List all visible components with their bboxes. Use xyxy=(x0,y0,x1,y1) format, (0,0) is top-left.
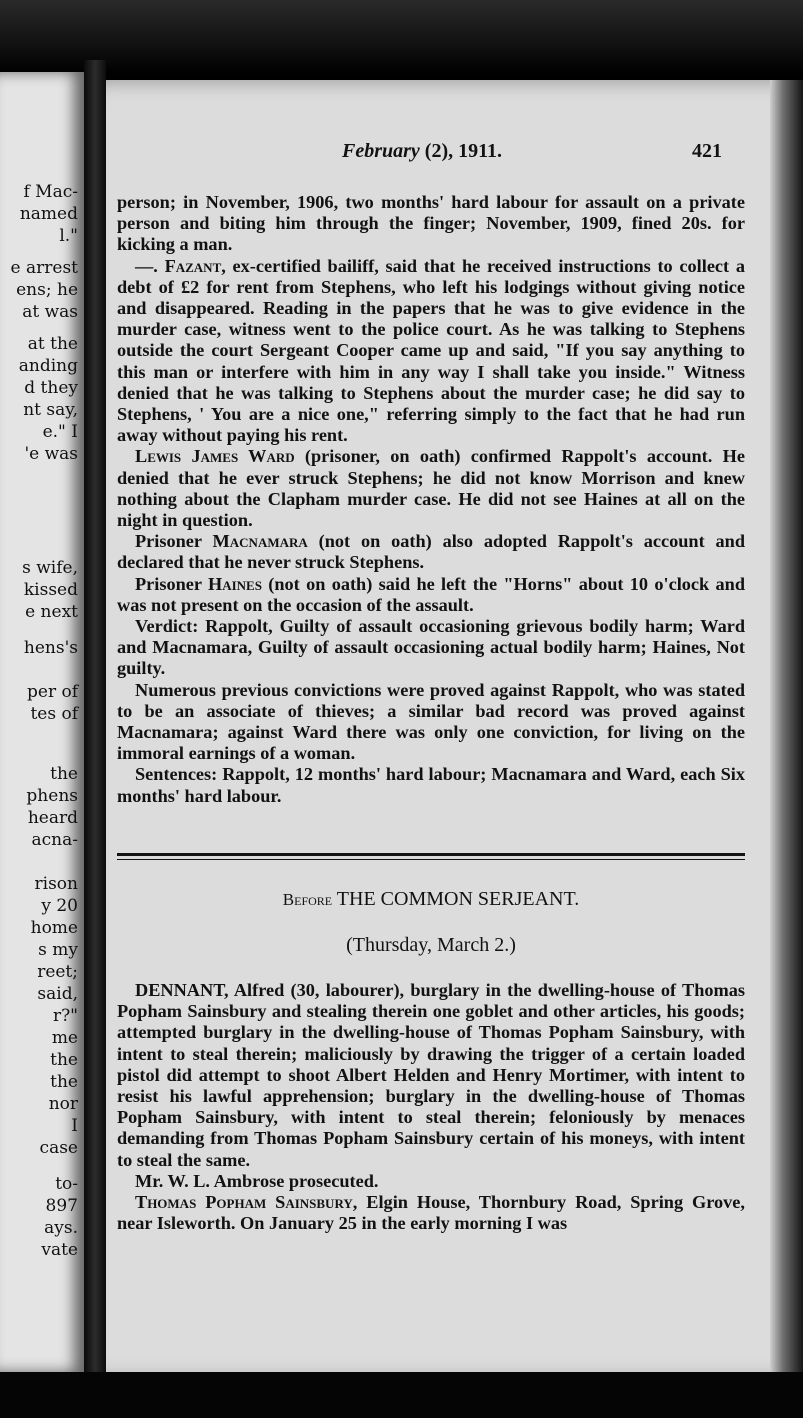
paragraph-fazant-text: ex-certified bailiff, said that he received instructions to collect a debt of £2 for rent from Stephens, who left his lodgings without giving notice and disappeared. Reading in the papers that he was to give evidence in the murder case, witness went to the police court. As he was talking to Stephens outside the court Sergeant Cooper came up and said, "If you say anything to this man or interfere with him in any way I shall take you inside." Witness denied that he was talking to Stephens about the murder case; he did say to Stephens, ' You are a nice one," referring simply to the fact that he had run away without paying his rent. xyxy=(117,255,745,446)
paragraph-ward xyxy=(117,446,745,531)
facing-page-fragment: the xyxy=(50,1050,78,1070)
facing-page-fragment: reet; xyxy=(37,962,78,982)
facing-page-fragment: s wife, xyxy=(22,558,78,578)
book-gutter xyxy=(84,60,106,1390)
divider-thin-rule xyxy=(117,859,745,860)
witness-name-sainsbury: Thomas Popham Sainsbury, xyxy=(135,1192,358,1213)
facing-page-fragment: vate xyxy=(41,1240,78,1260)
facing-page-fragment: anding xyxy=(18,356,78,376)
paragraph-prosecutor: Mr. W. L. Ambrose prosecuted. xyxy=(135,1170,379,1191)
paragraph-fazant xyxy=(117,256,745,447)
facing-page-fragment: 897 xyxy=(45,1196,78,1216)
paragraph-macnamara xyxy=(117,531,745,573)
facing-page-fragment: tes of xyxy=(30,704,78,724)
facing-page-fragment: said, xyxy=(37,984,78,1004)
facing-page-fragment: ays. xyxy=(44,1218,78,1238)
facing-page-fragment: case xyxy=(39,1138,78,1158)
paragraph-previous-convictions: Numerous previous convictions were proved against Rappolt, who was stated to be an associate of thieves; a similar bad record was proved against Macnamara; against Ward there was only one conviction, for living on the immoral earnings of a woman. xyxy=(117,679,745,764)
facing-page-fragment: kissed xyxy=(23,580,78,600)
facing-page-fragment: e." I xyxy=(42,422,78,442)
facing-page-fragment: the xyxy=(50,764,78,784)
paragraph-sainsbury xyxy=(117,1192,745,1234)
facing-page-fragment: hens's xyxy=(23,638,78,658)
facing-page-fragment: me xyxy=(51,1028,78,1048)
facing-page-fragment: r?" xyxy=(52,1006,78,1026)
facing-page-fragment: I xyxy=(71,1116,78,1136)
paragraph-sentences: Sentences: Rappolt, 12 months' hard labour; Macnamara and Ward, each Six months' hard labour. xyxy=(117,764,745,806)
section-heading xyxy=(117,888,745,911)
facing-page-fragment: f Mac- xyxy=(23,182,78,202)
facing-page-fragment: per of xyxy=(27,682,78,702)
header-month: February xyxy=(342,140,420,162)
section-heading-text: THE COMMON SERJEANT. xyxy=(332,888,580,910)
lower-text-block xyxy=(117,980,745,1234)
facing-page-fragment: d they xyxy=(24,378,78,398)
facing-page-fragment: nt say, xyxy=(23,400,78,420)
section-date: (Thursday, March 2.) xyxy=(346,934,516,956)
witness-name-macnamara: Macnamara xyxy=(212,531,308,552)
paragraph-haines-text: (not on oath) said he left the "Horns" about 10 o'clock and was not present on the occasion of the assault. xyxy=(117,573,745,615)
facing-page-fragment: s my xyxy=(38,940,78,960)
running-header xyxy=(342,140,722,170)
facing-page-fragment: at was xyxy=(22,302,78,322)
scan-border-bottom xyxy=(0,1372,803,1418)
paragraph-conviction-continued: person; in November, 1906, two months' hard labour for assault on a private person and biting him through the finger; November, 1909, fined 20s. for kicking a man. xyxy=(117,192,745,255)
facing-page-fragment: 'e was xyxy=(24,444,78,464)
section-divider xyxy=(117,853,745,860)
facing-page-fragment: ens; he xyxy=(16,280,78,300)
facing-page-fragment: the xyxy=(50,1072,78,1092)
paragraph-indictment: DENNANT, Alfred (30, labourer), burglary in the dwelling-house of Thomas Popham Sainsbury and stealing therein one goblet and other articles, his goods; attempted burglary in the dwelling-house of Thomas Popham Sainsbury, with intent to steal therein; maliciously by drawing the trigger of a certain loaded pistol did attempt to shoot Albert Helden and Henry Mortimer, with intent to resist his lawful apprehension; burglary in the dwelling-house of Thomas Popham Sainsbury, with intent to steal therein; feloniously by menaces demanding from Thomas Popham Sainsbury certain of his moneys, with intent to steal the same. xyxy=(117,980,745,1170)
facing-page-fragment: heard xyxy=(27,808,78,828)
facing-page xyxy=(0,72,84,1372)
facing-page-fragment: at the xyxy=(27,334,78,354)
facing-page-fragment: named xyxy=(19,204,78,224)
paragraph-haines xyxy=(117,574,745,616)
facing-page-fragment: rison xyxy=(34,874,78,894)
page-number: 421 xyxy=(692,140,722,162)
paragraph-verdict: Verdict: Rappolt, Guilty of assault occasioning grievous bodily harm; Ward and Macnamara, Guilty of assault occasioning actual bodily harm; Haines, Not guilty. xyxy=(117,616,745,679)
facing-page-fragment: home xyxy=(30,918,78,938)
section-heading-prefix: Before xyxy=(282,890,333,909)
paragraph-sainsbury-text: Elgin House, Thornbury Road, Spring Grove, near Isleworth. On January 25 in the early morning I was xyxy=(117,1192,745,1234)
header-year: (2), 1911. xyxy=(424,140,503,162)
facing-page-fragment: to- xyxy=(55,1174,78,1194)
witness-name-ward: Lewis James Ward xyxy=(135,446,295,467)
paragraph-haines-prefix: Prisoner xyxy=(135,573,208,594)
paragraph-ward-text: (prisoner, on oath) confirmed Rappolt's account. He denied that he ever struck Stephens; he did not know Morrison and knew nothing about the Clapham murder case. He did not see Haines at all on the night in question. xyxy=(117,446,745,531)
facing-page-fragment: e next xyxy=(25,602,78,622)
divider-thick-rule xyxy=(117,853,745,856)
paragraph-macnamara-prefix: Prisoner xyxy=(135,531,213,552)
facing-page-fragment: acna- xyxy=(31,830,78,850)
witness-name-haines: Haines xyxy=(208,573,262,594)
facing-page-fragment: phens xyxy=(26,786,78,806)
facing-page-fragment: l." xyxy=(59,226,78,246)
paragraph-macnamara-text: (not on oath) also adopted Rappolt's account and declared that he never struck Stephens. xyxy=(117,531,745,573)
page-edge-shadow xyxy=(770,80,803,1380)
witness-name-fazant: —. Fazant, xyxy=(135,255,226,276)
facing-page-fragment: nor xyxy=(48,1094,78,1114)
upper-text-block xyxy=(117,192,745,807)
scan-border-top xyxy=(0,0,803,75)
facing-page-fragment: e arrest xyxy=(10,258,78,278)
header-date xyxy=(342,140,502,163)
facing-page-fragment: y 20 xyxy=(41,896,78,916)
